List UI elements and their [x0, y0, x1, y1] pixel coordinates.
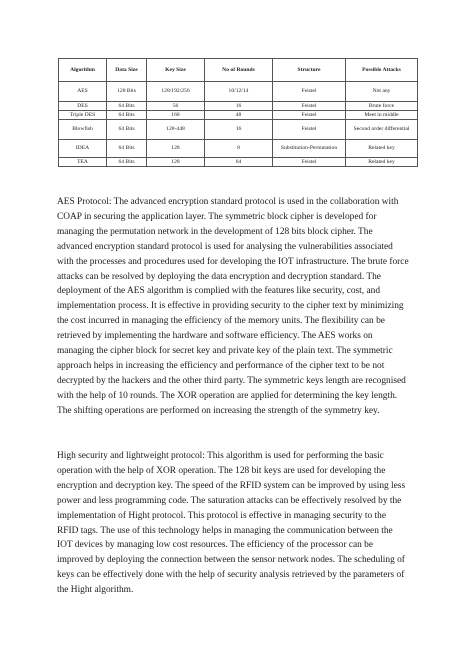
table-cell: Feistel — [273, 120, 346, 140]
paragraph-line: deployment of the AES algorithm is complied with the features like security, cost, and — [57, 286, 381, 297]
table-cell: 64 Bits — [107, 120, 147, 140]
table-cell: IDEA — [59, 140, 107, 158]
table-cell: AES — [59, 82, 107, 102]
table-row — [59, 111, 418, 120]
table-row — [59, 102, 418, 111]
table-header-row — [59, 59, 418, 82]
table-cell: 128 — [147, 158, 205, 167]
table-row — [59, 158, 418, 167]
table-cell: Blowfish — [59, 120, 107, 140]
paragraph-line: keys can be effectively done with the help of security analysis retrieved by the parameters of — [57, 570, 405, 581]
paragraph-line: RFID tags. The use of this technology helps in managing the communication between the — [57, 525, 393, 536]
paragraph-line: encryption and decryption key. The speed of the RFID system can be improved by using less — [57, 480, 406, 491]
table-cell: 128 — [147, 140, 205, 158]
table-cell: Feistel — [273, 82, 346, 102]
paragraph-line: advanced encryption standard protocol is used for analysing the vulnerabilities associated — [57, 241, 393, 252]
paragraph-line: with the processes and procedures used for developing the IOT infrastructure. The brute force — [57, 256, 409, 267]
paragraph-line: implementation process. It is effective in providing security to the cipher text by minimizing — [57, 301, 404, 312]
paragraph-line: managing the permutation network in the development of 128 bits block cipher. The — [57, 226, 373, 237]
table-cell: Meet in middle — [346, 111, 418, 120]
paragraph-line: decrypted by the hackers and the other third party. The symmetric keys length are recognised — [57, 375, 406, 386]
paragraph-line: with the help of 10 rounds. The XOR operation are applied for determining the key length. — [57, 390, 398, 401]
paragraph-line: AES Protocol: The advanced encryption standard protocol is used in the collaboration with — [57, 197, 399, 207]
header-key-size: Key Size — [147, 59, 205, 82]
table-cell: Feistel — [273, 102, 346, 111]
paragraph-line: the cost incurred in managing the efficiency of the memory units. The flexibility can be — [57, 316, 385, 327]
paragraph-line: High security and lightweight protocol: This algorithm is used for performing the basic — [57, 451, 384, 461]
table-cell: Second order differential — [346, 120, 418, 140]
table-cell: Feistel — [273, 158, 346, 167]
table-cell: 10/12/14 — [205, 82, 273, 102]
table-cell: 128-448 — [147, 120, 205, 140]
paragraph-line: managing the cipher block for secret key and private key of the plain text. The symmetric — [57, 346, 393, 357]
table-cell: Related key — [346, 140, 418, 158]
table-cell: TEA — [59, 158, 107, 167]
table-cell: 16 — [205, 120, 273, 140]
table-cell: 64 — [205, 158, 273, 167]
paragraph-line: approach helps in increasing the efficiency and performance of the cipher text to be not — [57, 360, 385, 371]
header-data-size: Data Size — [107, 59, 147, 82]
paragraph-line: COAP in securing the application layer. The symmetric block cipher is developed for — [57, 211, 377, 222]
paragraph-line: the Hight algorithm. — [57, 585, 134, 596]
table-cell: 128/192/256 — [147, 82, 205, 102]
header-structure: Structure — [273, 59, 346, 82]
table-row — [59, 140, 418, 158]
table-cell: Not any — [346, 82, 418, 102]
table-cell: 64 Bits — [107, 111, 147, 120]
table-row — [59, 120, 418, 140]
table-cell: 168 — [147, 111, 205, 120]
paragraph-line: operation with the help of XOR operation. The 128 bit keys are used for developing the — [57, 465, 386, 476]
table-cell: 48 — [205, 111, 273, 120]
table-cell: Feistel — [273, 111, 346, 120]
paragraph-line: IOT devices by managing low cost resources. The efficiency of the processor can be — [57, 540, 374, 551]
table-cell: 56 — [147, 102, 205, 111]
paragraph-line: implementation of Hight protocol. This protocol is effective in managing security to the — [57, 510, 387, 521]
table-cell: Related key — [346, 158, 418, 167]
table-cell: 128 Bits — [107, 82, 147, 102]
table-cell: Brute force — [346, 102, 418, 111]
paragraph-line: power and less programming code. The saturation attacks can be effectively resolved by the — [57, 495, 402, 506]
paragraph-line: improved by deploying the connection between the sensor network nodes. The scheduling of — [57, 555, 405, 566]
table-cell: 64 Bits — [107, 158, 147, 167]
paragraph-line: The shifting operations are performed on increasing the strength of the symmetry key. — [57, 405, 380, 416]
algorithm-comparison-table — [58, 58, 418, 167]
hight-protocol-paragraph — [57, 449, 419, 598]
header-rounds: No of Rounds — [205, 59, 273, 82]
header-algorithm: Algorithm — [59, 59, 107, 82]
paragraph-line: retrieved by implementing the hardware and software efficiency. The AES works on — [57, 331, 373, 342]
table-cell: 64 Bits — [107, 102, 147, 111]
header-possible-attacks: Possible Attacks — [346, 59, 418, 82]
table-cell: 8 — [205, 140, 273, 158]
table-row — [59, 82, 418, 102]
table-cell: 16 — [205, 102, 273, 111]
table-cell: Substitution-Permutation — [273, 140, 346, 158]
table-cell: 64 Bits — [107, 140, 147, 158]
table-cell: DES — [59, 102, 107, 111]
paragraph-line: attacks can be resolved by deploying the data encryption and decryption standard. The — [57, 271, 381, 282]
table-cell: Triple DES — [59, 111, 107, 120]
aes-protocol-paragraph — [57, 195, 419, 419]
